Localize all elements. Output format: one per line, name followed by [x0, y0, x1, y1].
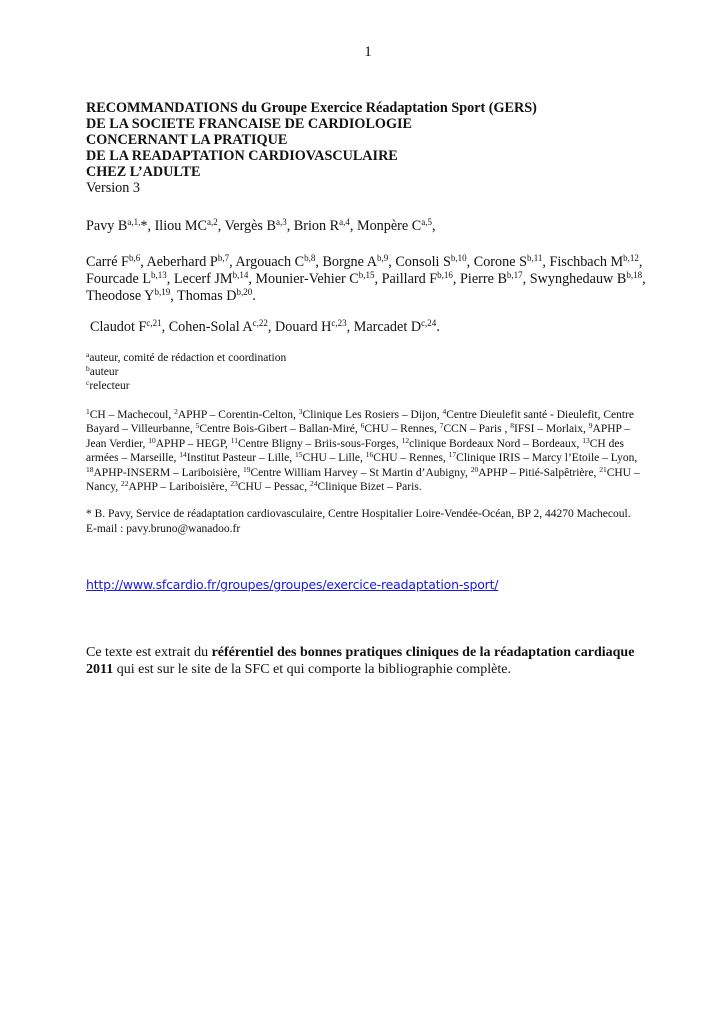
author-affiliation-marker: b,16	[437, 270, 453, 280]
author-separator: ,	[374, 271, 382, 287]
referentiel-title: référentiel des bonnes pratiques cliniques de la réadaptation cardiaque 2011	[86, 645, 635, 677]
author-affiliation-marker: c,24	[421, 318, 437, 328]
author-affiliation-marker: b,14	[232, 270, 249, 280]
version-label: Version 3	[86, 180, 140, 196]
author-separator: ,	[452, 271, 461, 287]
author-affiliation-marker: a,4	[339, 217, 350, 227]
author-separator: ,	[466, 254, 474, 270]
author-name: Cohen-Solal A	[168, 319, 253, 335]
page-number: 1	[364, 44, 372, 60]
author-name: Fourcade L	[86, 271, 152, 287]
affiliation-text: Institut Pasteur – Lille,	[186, 452, 296, 465]
affiliation-number: 18	[86, 464, 94, 474]
author-name: Paillard F	[381, 271, 438, 287]
role-text: auteur	[89, 366, 119, 378]
author-name: Marcadet D	[353, 319, 422, 335]
author-list-coordination	[86, 218, 646, 235]
author-name: Pierre B	[460, 271, 507, 287]
affiliation-text: Clinique IRIS – Marcy l’Etoile – Lyon,	[456, 452, 638, 465]
affiliation-number: 13	[582, 435, 590, 445]
affiliation-number: 19	[243, 464, 251, 474]
author-separator: ,	[170, 288, 178, 304]
author-name: Thomas D	[177, 288, 237, 304]
author-separator: ,	[248, 271, 256, 287]
author-affiliation-marker: b,19	[154, 287, 171, 297]
author-name: Pavy B	[86, 218, 128, 234]
affiliation-text: CHU – Rennes,	[364, 423, 440, 436]
author-separator: ,	[542, 254, 550, 270]
affiliation-number: 15	[295, 450, 303, 460]
affiliation-text: CH – Machecoul,	[89, 409, 175, 421]
affiliation-text: Centre Bligny – Briis-sous-Forges,	[237, 437, 402, 450]
author-separator: ,	[140, 254, 147, 270]
author-affiliation-marker: b,17	[506, 270, 523, 280]
title-line: CONCERNANT LA PRATIQUE	[86, 132, 288, 148]
affiliation-number: 6	[360, 421, 365, 431]
affiliation-number: 21	[599, 464, 607, 474]
author-separator: ,	[166, 271, 174, 287]
role-legend-item	[86, 379, 286, 393]
affiliation-text: Centre William Harvey – St Martin d’Aubigny,	[250, 466, 471, 479]
author-name: Corone S	[473, 254, 527, 270]
role-legend-item	[86, 351, 286, 365]
role-text: relecteur	[89, 380, 130, 392]
author-name: Swynghedauw B	[529, 271, 627, 287]
affiliation-text: APHP-INSERM – Lariboisière,	[93, 466, 243, 479]
author-separator: ,	[161, 319, 169, 335]
affiliation-number: 24	[310, 479, 318, 489]
title-line: DE LA READAPTATION CARDIOVASCULAIRE	[86, 148, 398, 164]
author-separator: ,	[638, 254, 643, 270]
author-affiliation-marker: b,9	[376, 253, 389, 263]
affiliation-text: Clinique Les Rosiers – Dijon,	[302, 409, 443, 421]
author-separator: ,	[267, 319, 276, 335]
title-line: RECOMMANDATIONS du Groupe Exercice Réadaptation Sport (GERS)	[86, 100, 537, 116]
author-affiliation-marker: a,2	[207, 217, 218, 227]
affiliation-text: IFSI – Morlaix,	[514, 423, 589, 436]
author-separator: ,	[315, 254, 323, 270]
affiliation-number: 9	[588, 421, 593, 431]
affiliation-text: Clinique Bizet – Paris.	[317, 481, 422, 494]
affiliation-text: APHP – Corentin-Celton,	[177, 409, 299, 421]
document-title	[86, 100, 537, 196]
affiliation-number: 12	[401, 435, 410, 445]
affiliation-number: 22	[121, 479, 129, 489]
extract-note	[86, 644, 646, 678]
role-legend	[86, 351, 286, 393]
affiliation-text: CHU – Rennes,	[373, 452, 449, 465]
correspondence-address: * B. Pavy, Service de réadaptation cardiovasculaire, Centre Hospitalier Loire-Vendée-Océan, BP 2, 44270 Machecoul.	[86, 508, 631, 520]
author-separator: ,	[642, 271, 646, 287]
affiliation-number: 4	[442, 407, 447, 416]
author-name: Argouach C	[235, 254, 305, 270]
author-affiliation-marker: a,3	[275, 217, 287, 227]
author-affiliation-marker: b,7	[217, 253, 230, 263]
author-separator: .	[436, 319, 440, 335]
affiliation-number: 8	[510, 421, 515, 431]
author-affiliation-marker: b,11	[526, 253, 543, 263]
author-list-reviewers	[90, 319, 650, 336]
extract-text: Ce texte est extrait du	[86, 645, 212, 660]
author-affiliation-marker: b,12	[623, 253, 639, 263]
extract-text: qui est sur le site de la SFC et qui comporte la bibliographie complète.	[113, 662, 511, 677]
author-affiliation-marker: b,15	[358, 270, 375, 280]
affiliation-text: APHP – HEGP,	[155, 437, 231, 450]
author-affiliation-marker: b,10	[450, 253, 467, 263]
author-separator: ,	[286, 218, 294, 234]
affiliation-number: 20	[470, 464, 479, 474]
author-affiliation-marker: b,13	[151, 270, 167, 280]
affiliation-number: 2	[174, 407, 178, 416]
affiliation-number: 16	[365, 450, 374, 460]
author-affiliation-marker: a,5	[421, 217, 432, 227]
affiliation-text: CH des armées – Marseille,	[86, 437, 624, 465]
author-separator: ,	[522, 271, 530, 287]
author-affiliation-marker: c,23	[331, 318, 347, 328]
affiliation-number: 1	[86, 407, 90, 416]
author-name: Consoli S	[395, 254, 451, 270]
correspondence-email: E-mail : pavy.bruno@wanadoo.fr	[86, 523, 241, 535]
author-separator: ,	[388, 254, 396, 270]
role-marker: a	[86, 350, 90, 359]
affiliation-text: CHU – Pessac,	[237, 481, 311, 494]
affiliation-number: 17	[448, 450, 457, 460]
affiliation-number: 7	[439, 421, 444, 431]
title-line: DE LA SOCIETE FRANCAISE DE CARDIOLOGIE	[86, 116, 412, 132]
author-separator: .	[252, 288, 256, 304]
author-name: Borgne A	[322, 254, 377, 270]
author-name: Lecerf JM	[173, 271, 233, 287]
affiliation-text: CHU – Lille,	[302, 452, 366, 465]
author-affiliation-marker: c,22	[252, 318, 268, 328]
title-line: CHEZ L’ADULTE	[86, 164, 201, 180]
author-separator: *,	[140, 218, 155, 234]
affiliation-text: APHP – Pitié-Salpêtrière,	[478, 466, 600, 479]
affiliation-text: Centre Bois-Gibert – Ballan-Miré,	[199, 423, 361, 436]
affiliation-number: 14	[179, 450, 187, 460]
author-affiliation-marker: b,8	[304, 253, 316, 263]
author-name: Theodose Y	[86, 288, 155, 304]
author-name: Monpère C	[356, 218, 422, 234]
role-text: auteur, comité de rédaction et coordination	[89, 352, 287, 364]
affiliation-text: CHU – Nancy,	[86, 466, 640, 494]
author-separator: ,	[431, 218, 436, 234]
author-affiliation-marker: b,18	[626, 270, 643, 280]
affiliations-paragraph	[86, 408, 652, 494]
author-name: Douard H	[275, 319, 332, 335]
role-marker: c	[86, 378, 90, 387]
author-affiliation-marker: b,20	[236, 287, 253, 297]
affiliation-number: 5	[195, 421, 200, 431]
author-separator: ,	[346, 319, 354, 335]
affiliation-number: 10	[148, 435, 156, 445]
author-name: Brion R	[293, 218, 340, 234]
affiliation-text: APHP – Jean Verdier,	[86, 423, 631, 450]
author-name: Fischbach M	[549, 254, 624, 270]
author-name: Iliou MC	[154, 218, 207, 234]
author-affiliation-marker: a,1,	[127, 217, 141, 227]
affiliation-text: CCN – Paris ,	[443, 423, 511, 436]
author-affiliation-marker: c,21	[146, 318, 162, 328]
author-list-authors	[86, 254, 646, 305]
author-separator: ,	[349, 218, 357, 234]
affiliation-number: 11	[230, 435, 238, 445]
affiliation-number: 3	[298, 407, 303, 416]
author-name: Mounier-Vehier C	[255, 271, 359, 287]
author-separator: ,	[217, 218, 225, 234]
author-name: Carré F	[86, 254, 129, 270]
author-name: Aeberhard P	[146, 254, 218, 270]
role-legend-item	[86, 365, 286, 379]
affiliation-number: 23	[230, 479, 238, 489]
affiliation-text: Centre Dieulefit santé - Dieulefit, Centre Bayard – Villeurbanne,	[86, 409, 634, 436]
correspondence-block	[86, 507, 646, 537]
author-separator: ,	[229, 254, 236, 270]
author-affiliation-marker: b,6	[128, 253, 141, 263]
website-link[interactable]: http://www.sfcardio.fr/groupes/groupes/exercice-readaptation-sport/	[86, 577, 499, 592]
affiliation-text: APHP – Lariboisière,	[128, 481, 231, 494]
affiliation-text: clinique Bordeaux Nord – Bordeaux,	[409, 437, 583, 450]
role-marker: b	[86, 364, 90, 373]
author-name: Claudot F	[90, 319, 147, 335]
author-name: Vergès B	[224, 218, 276, 234]
